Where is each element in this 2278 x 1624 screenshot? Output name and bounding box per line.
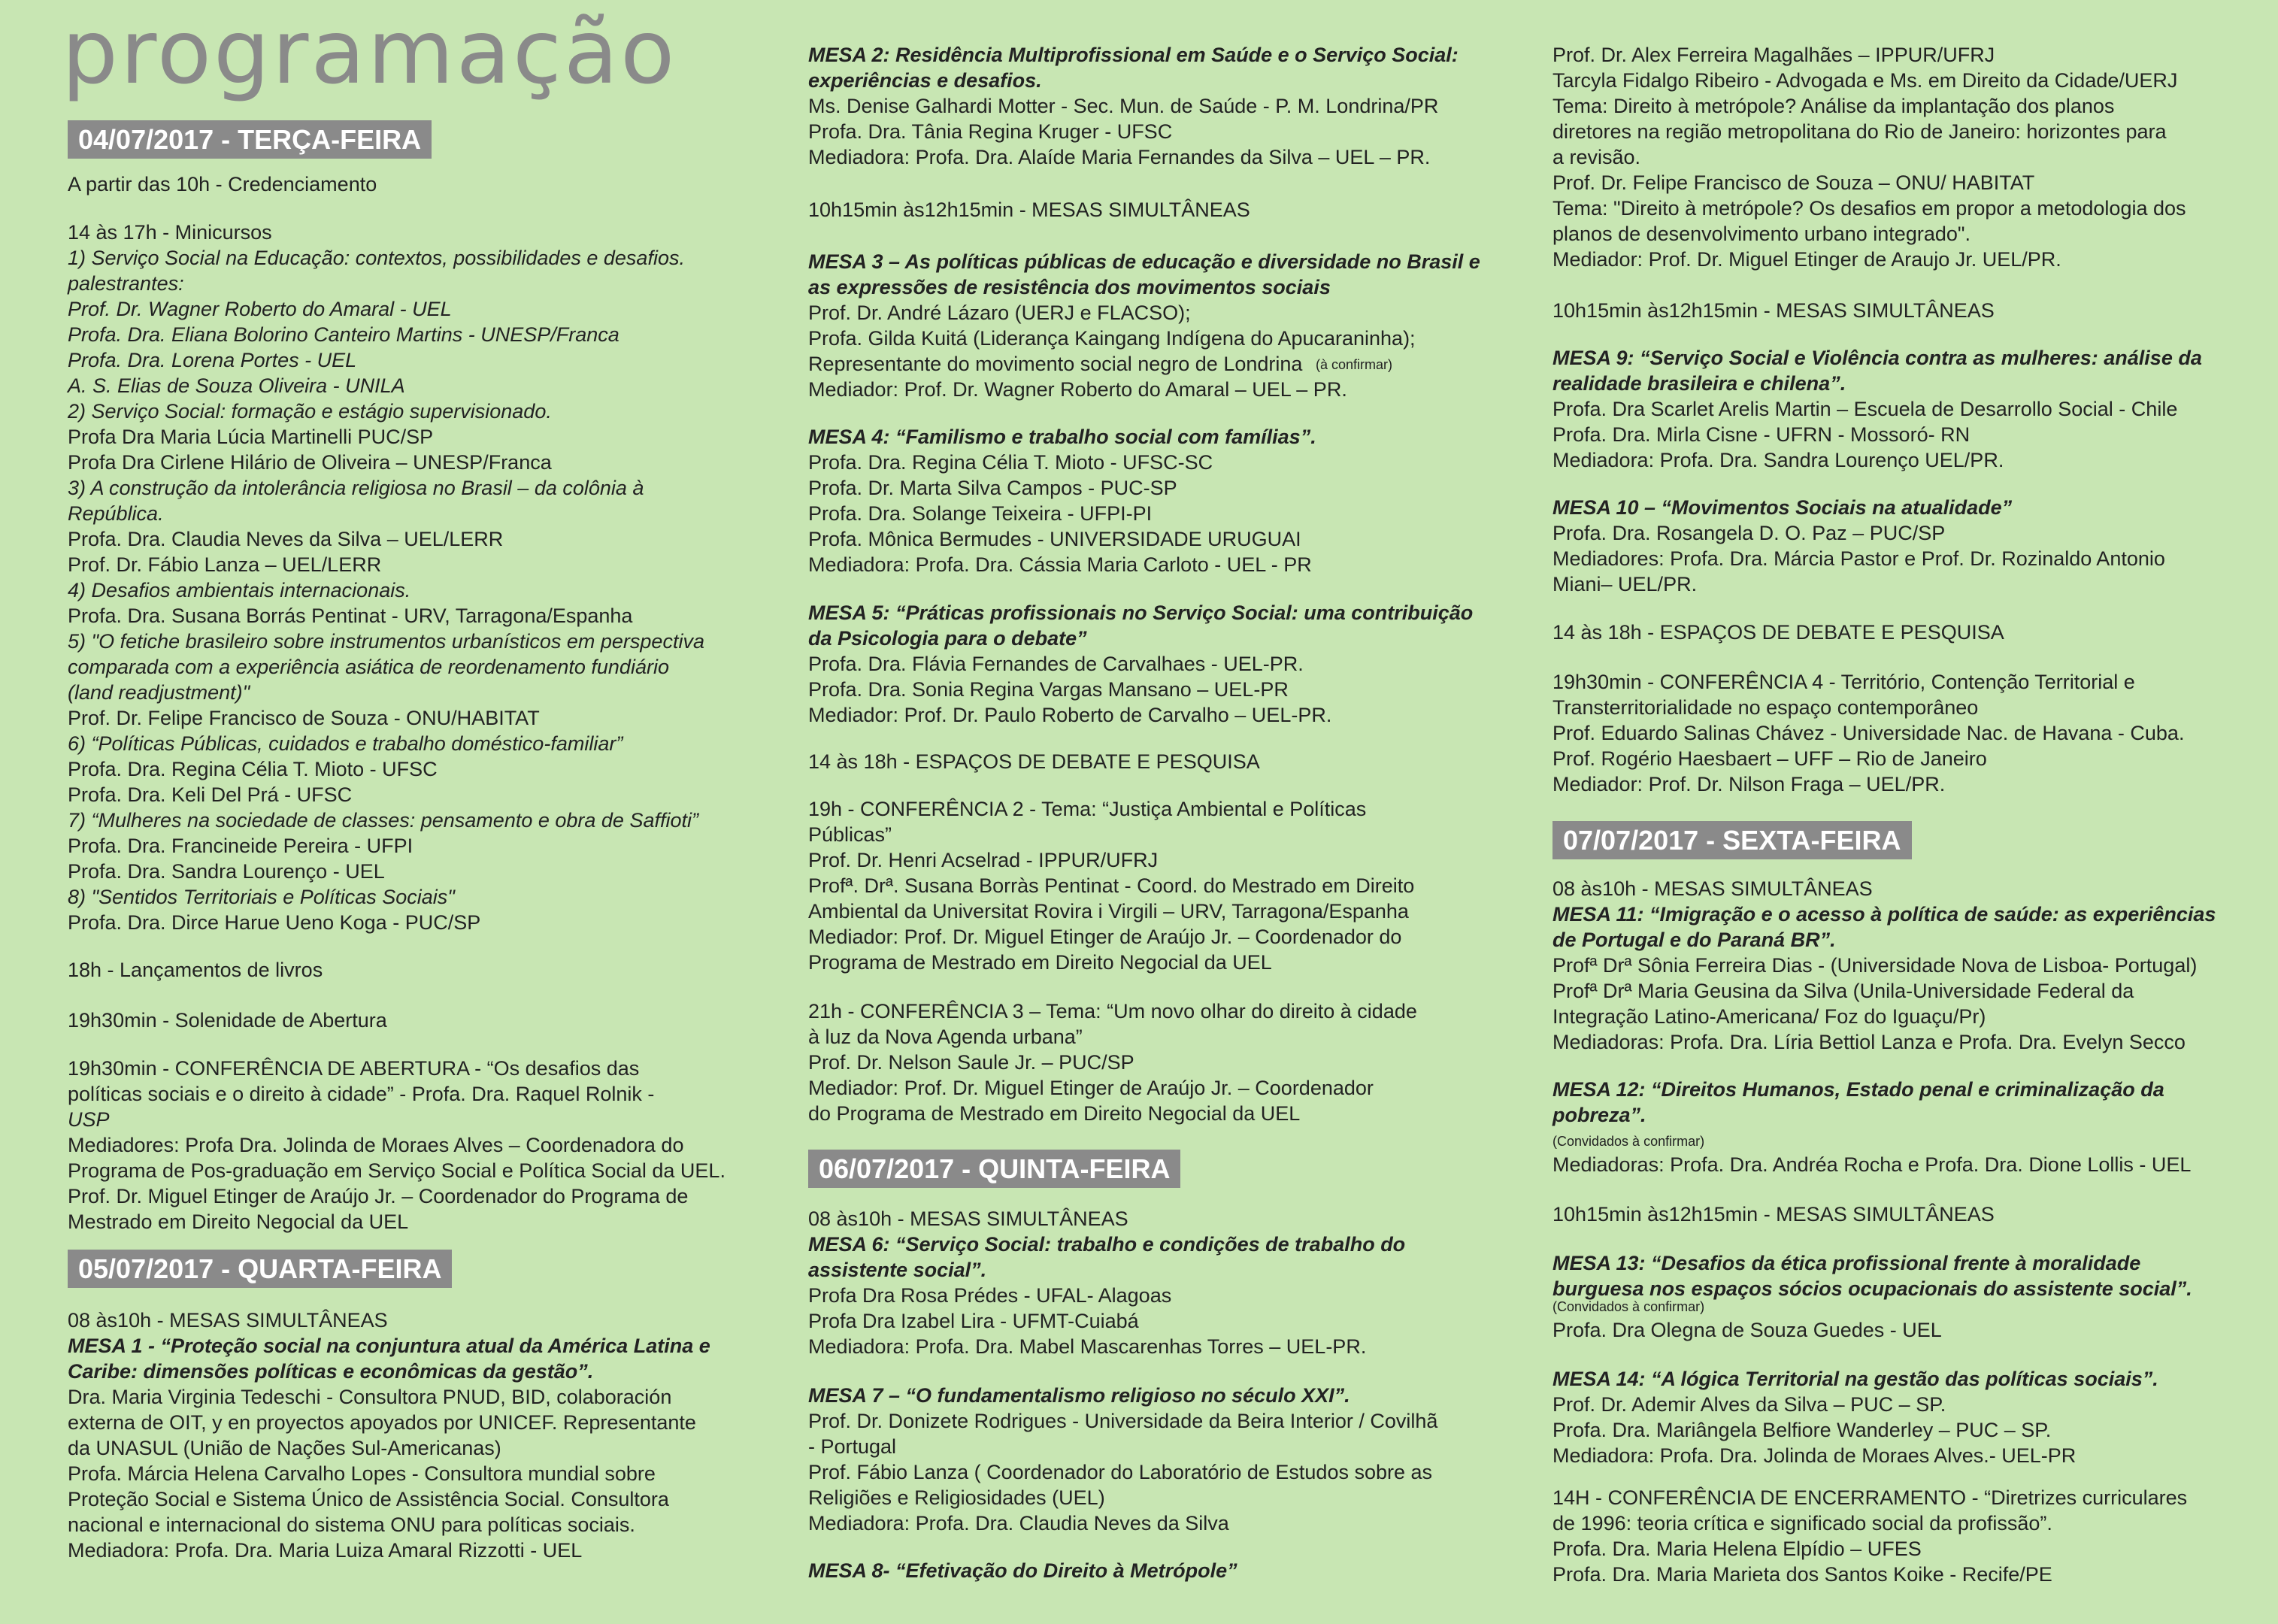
text-line: Mediadora: Profa. Dra. Mabel Mascarenhas Torres – UEL-PR. — [808, 1335, 1367, 1358]
text-line: Mediadoras: Profa. Dra. Líria Bettiol Lanza e Profa. Dra. Evelyn Secco — [1552, 1031, 2186, 1053]
text-line: Mediadora: Profa. Dra. Claudia Neves da Silva — [808, 1512, 1229, 1535]
text-line: MESA 12: “Direitos Humanos, Estado penal e criminalização da — [1552, 1078, 2164, 1101]
text-line: Prof. Dr. Donizete Rodrigues - Universidade da Beira Interior / Covilhã — [808, 1410, 1438, 1432]
mesa-6-block — [808, 1206, 1500, 1359]
text-line: assistente social”. — [808, 1259, 987, 1281]
text-line: USP — [68, 1108, 110, 1131]
text-line: Profa. Dra. Sonia Regina Vargas Mansano – UEL-PR — [808, 678, 1289, 701]
text-line: Prof. Dr. Fábio Lanza – UEL/LERR — [68, 553, 382, 576]
text-line: Tema: "Direito à metrópole? Os desafios em propor a metodologia dos — [1552, 197, 2186, 220]
text-line: Profa. Dra. Tânia Regina Kruger - UFSC — [808, 120, 1173, 143]
column-2 — [808, 0, 1500, 1624]
text-line: Profa. Dra. Claudia Neves da Silva – UEL/LERR — [68, 528, 504, 550]
text-line: 2) Serviço Social: formação e estágio supervisionado. — [68, 400, 552, 423]
text-line: Mediadora: Profa. Dra. Sandra Lourenço UEL/PR. — [1552, 449, 2004, 471]
text-line: 19h30min - CONFERÊNCIA 4 - Território, Contenção Territorial e — [1552, 671, 2135, 693]
opening-conference-block — [68, 1056, 744, 1235]
text-line: MESA 6: “Serviço Social: trabalho e condições de trabalho do — [808, 1233, 1406, 1256]
text-line: do Programa de Mestrado em Direito Negocial da UEL — [808, 1102, 1301, 1125]
text-line: Profa. Dra. Lorena Portes - UEL — [68, 349, 357, 371]
mesa-2-block — [808, 42, 1500, 170]
text-line: Prof. Dr. Henri Acselrad - IPPUR/UFRJ — [808, 849, 1159, 871]
simultaneous-tables-block-3 — [1552, 1201, 2229, 1227]
text-line: experiências e desafios. — [808, 69, 1042, 92]
closing-conference-block — [1552, 1485, 2229, 1587]
text-line: 08 às10h - MESAS SIMULTÂNEAS — [68, 1309, 388, 1332]
text-line: Prof. Rogério Haesbaert – UFF – Rio de Janeiro — [1552, 747, 1987, 770]
text-line: 7) “Mulheres na sociedade de classes: pensamento e obra de Saffioti” — [68, 809, 698, 832]
text-line: Profa. Mônica Bermudes - UNIVERSIDADE URUGUAI — [808, 528, 1301, 550]
text-line: MESA 3 – As políticas públicas de educação e diversidade no Brasil e — [808, 250, 1480, 273]
text-line: República. — [68, 502, 164, 525]
mesa-5-block — [808, 600, 1500, 728]
text-line: Mediadora: Profa. Dra. Jolinda de Moraes Alves.- UEL-PR — [1552, 1444, 2077, 1467]
text-line: Ms. Denise Galhardi Motter - Sec. Mun. de Saúde - P. M. Londrina/PR — [808, 95, 1439, 117]
text-line: Profa. Dra. Rosangela D. O. Paz – PUC/SP — [1552, 522, 1946, 544]
text-line: políticas sociais e o direito à cidade” - Profa. Dra. Raquel Rolnik - — [68, 1083, 655, 1105]
text-line: comparada com a experiência asiática de reordenamento fundiário — [68, 656, 669, 678]
text-line: A. S. Elias de Souza Oliveira - UNILA — [68, 374, 405, 397]
conference-4-block — [1552, 669, 2229, 797]
text-line: Mediadora: Profa. Dra. Cássia Maria Carloto - UEL - PR — [808, 553, 1312, 576]
text-line: Miani– UEL/PR. — [1552, 573, 1698, 595]
mesa-14-block — [1552, 1366, 2229, 1468]
text-line: Prof. Dr. Felipe Francisco de Souza – ONU/ HABITAT — [1552, 171, 2035, 194]
text-line: Mediador: Prof. Dr. Paulo Roberto de Carvalho – UEL-PR. — [808, 704, 1332, 726]
text-line: MESA 5: “Práticas profissionais no Serviço Social: uma contribuição — [808, 601, 1474, 624]
text-line: MESA 8- “Efetivação do Direito à Metrópole” — [808, 1559, 1237, 1582]
text-line: realidade brasileira e chilena”. — [1552, 372, 1846, 395]
text-line: Programa de Mestrado em Direito Negocial da UEL — [808, 951, 1272, 974]
text-line: Profa. Dra. Keli Del Prá - UFSC — [68, 783, 353, 806]
text-line: pobreza”. — [1552, 1104, 1646, 1126]
text-line: Proteção Social e Sistema Único de Assistência Social. Consultora — [68, 1488, 669, 1510]
text-line: 10h15min às12h15min - MESAS SIMULTÂNEAS — [808, 198, 1250, 221]
text-line: MESA 14: “A lógica Territorial na gestão das políticas sociais”. — [1552, 1368, 2158, 1390]
text-line: 08 às10h - MESAS SIMULTÂNEAS — [808, 1207, 1128, 1230]
text-line: 18h - Lançamentos de livros — [68, 959, 323, 981]
text-line: 14 às 18h - ESPAÇOS DE DEBATE E PESQUISA — [808, 750, 1260, 773]
text-line: MESA 4: “Familismo e trabalho social com famílias”. — [808, 426, 1316, 448]
day-header-friday: 07/07/2017 - SEXTA-FEIRA — [1552, 821, 1912, 859]
text-line: da UNASUL (União de Nações Sul-Americanas) — [68, 1437, 501, 1459]
text-line: Profa. Dra. Sandra Lourenço - UEL — [68, 860, 385, 883]
text-line: as expressões de resistência dos movimentos sociais — [808, 276, 1331, 298]
text-line: Tarcyla Fidalgo Ribeiro - Advogada e Ms. em Direito da Cidade/UERJ — [1552, 69, 2178, 92]
text-line: Profa. Dra. Regina Célia T. Mioto - UFSC-SC — [808, 451, 1213, 474]
text-line: da Psicologia para o debate” — [808, 627, 1087, 650]
mesa-8-continued-block — [1552, 42, 2229, 272]
text-line: palestrantes: — [68, 272, 184, 295]
mesa-3-block — [808, 249, 1500, 402]
text-line: Profa. Dra. Mirla Cisne - UFRN - Mossoró- RN — [1552, 423, 1971, 446]
minicourses-block — [68, 220, 744, 935]
mesa-8-block — [808, 1558, 1500, 1583]
column-1 — [68, 0, 744, 1624]
simultaneous-tables-block — [808, 197, 1500, 223]
text-line: Profa. Dr. Marta Silva Campos - PUC-SP — [808, 477, 1177, 499]
text-line: Prof. Dr. André Lázaro (UERJ e FLACSO); — [808, 301, 1191, 324]
text-line: 21h - CONFERÊNCIA 3 – Tema: “Um novo olhar do direito à cidade — [808, 1000, 1417, 1023]
text-line: Mediadoras: Profa. Dra. Andréa Rocha e Profa. Dra. Dione Lollis - UEL — [1552, 1153, 2192, 1176]
text-line: Ambiental da Universitat Rovira i Virgili – URV, Tarragona/Espanha — [808, 900, 1409, 923]
confirm-note: (à confirmar) — [1316, 357, 1393, 372]
mesa-10-block — [1552, 495, 2229, 597]
text-line: 19h30min - CONFERÊNCIA DE ABERTURA - “Os desafios das — [68, 1057, 640, 1080]
text-line: Prof. Dr. Nelson Saule Jr. – PUC/SP — [808, 1051, 1134, 1074]
mesa-4-block — [808, 424, 1500, 577]
text-line: Profa. Dra. Flávia Fernandes de Carvalhaes - UEL-PR. — [808, 653, 1304, 675]
text-line: (land readjustment)" — [68, 681, 250, 704]
mesa-9-block — [1552, 345, 2229, 473]
invited-confirm-note-1: (Convidados à confirmar) — [1552, 1134, 1705, 1149]
conference-3-block — [808, 998, 1500, 1126]
day-header-thursday: 06/07/2017 - QUINTA-FEIRA — [808, 1150, 1180, 1188]
text-line: diretores na região metropolitana do Rio de Janeiro: horizontes para — [1552, 120, 2167, 143]
text-line: planos de desenvolvimento urbano integrado". — [1552, 223, 1971, 245]
text-line: Públicas” — [808, 823, 892, 846]
text-line: 19h - CONFERÊNCIA 2 - Tema: “Justiça Ambiental e Políticas — [808, 798, 1367, 820]
text-line: 1) Serviço Social na Educação: contextos, possibilidades e desafios. — [68, 247, 685, 269]
text-line: Profª Drª Maria Geusina da Silva (Unila-Universidade Federal da — [1552, 980, 2134, 1002]
text-line: MESA 11: “Imigração e o acesso à política de saúde: as experiências — [1552, 903, 2216, 926]
mesa-7-block — [808, 1383, 1500, 1536]
simultaneous-tables-block-2 — [1552, 298, 2229, 323]
text-line: Profª Drª Sônia Ferreira Dias - (Universidade Nova de Lisboa- Portugal) — [1552, 954, 2198, 977]
text-line: Dra. Maria Virginia Tedeschi - Consultora PNUD, BID, colaboración — [68, 1386, 672, 1408]
text-line: Integração Latino-Americana/ Foz do Iguaçu/Pr) — [1552, 1005, 1986, 1028]
page-title: programação — [62, 0, 677, 104]
debate-spaces-block — [808, 749, 1500, 774]
text-line: Mediador: Prof. Dr. Nilson Fraga – UEL/PR. — [1552, 773, 1946, 795]
text-line: 10h15min às12h15min - MESAS SIMULTÂNEAS — [1552, 1203, 1995, 1226]
text-line: Profa. Dra. Mariângela Belfiore Wanderley – PUC – SP. — [1552, 1419, 2052, 1441]
invited-confirm-note-2: (Convidados à confirmar) — [1552, 1299, 1705, 1314]
text-line: Prof. Fábio Lanza ( Coordenador do Laboratório de Estudos sobre as — [808, 1461, 1433, 1483]
text-line: Mediador: Prof. Dr. Miguel Etinger de Araujo Jr. UEL/PR. — [1552, 248, 2061, 271]
book-launch-block — [68, 957, 744, 983]
day-header-tuesday: 04/07/2017 - TERÇA-FEIRA — [68, 120, 432, 159]
text-line: Mediadora: Profa. Dra. Alaíde Maria Fernandes da Silva – UEL – PR. — [808, 146, 1431, 168]
text-line: 14 às 17h - Minicursos — [68, 221, 272, 244]
mesa-12-mediators — [1552, 1152, 2229, 1177]
text-line: MESA 2: Residência Multiprofissional em Saúde e o Serviço Social: — [808, 44, 1459, 66]
text-line: 6) “Políticas Públicas, cuidados e trabalho doméstico-familiar” — [68, 732, 623, 755]
text-line: de 1996: teoria crítica e significado social da profissão”. — [1552, 1512, 2052, 1535]
text-line: 08 às10h - MESAS SIMULTÂNEAS — [1552, 877, 1873, 900]
text-line: Profa. Dra. Maria Marieta dos Santos Koike - Recife/PE — [1552, 1563, 2052, 1586]
text-line: a revisão. — [1552, 146, 1641, 168]
text-line: burguesa nos espaços sócios ocupacionais do assistente social”. — [1552, 1277, 2192, 1300]
text-line: Religiões e Religiosidades (UEL) — [808, 1486, 1105, 1509]
text-line: Profa. Dra. Maria Helena Elpídio – UFES — [1552, 1538, 1922, 1560]
text-line: Mestrado em Direito Negocial da UEL — [68, 1210, 409, 1233]
text-line: Profa Dra Cirlene Hilário de Oliveira – UNESP/Franca — [68, 451, 552, 474]
text-line: Profa. Dra Olegna de Souza Guedes - UEL — [1552, 1319, 1942, 1341]
text-line: MESA 13: “Desafios da ética profissional frente à moralidade — [1552, 1252, 2141, 1274]
text-line: Prof. Dr. Miguel Etinger de Araújo Jr. – Coordenador do Programa de — [68, 1185, 689, 1207]
text-line: Prof. Eduardo Salinas Chávez - Universidade Nac. de Havana - Cuba. — [1552, 722, 2185, 744]
text-line: de Portugal e do Paraná BR”. — [1552, 929, 1836, 951]
text-line: MESA 7 – “O fundamentalismo religioso no século XXI”. — [808, 1384, 1350, 1407]
text-line: Profa. Dra. Eliana Bolorino Canteiro Martins - UNESP/Franca — [68, 323, 619, 346]
mesa-13-speaker — [1552, 1317, 2229, 1343]
text-line: Profa. Dra. Regina Célia T. Mioto - UFSC — [68, 758, 438, 780]
text-line: 5) "O fetiche brasileiro sobre instrumentos urbanísticos em perspectiva — [68, 630, 704, 653]
text-line: Programa de Pos-graduação em Serviço Social e Política Social da UEL. — [68, 1159, 726, 1182]
text-line: Mediador: Prof. Dr. Miguel Etinger de Araújo Jr. – Coordenador do — [808, 926, 1402, 948]
text-line: MESA 10 – “Movimentos Sociais na atualidade” — [1552, 496, 2013, 519]
text-line: Mediadora: Profa. Dra. Maria Luiza Amaral Rizzotti - UEL — [68, 1539, 583, 1562]
text-line: 10h15min às12h15min - MESAS SIMULTÂNEAS — [1552, 299, 1995, 322]
text-line: 8) "Sentidos Territoriais e Políticas Sociais" — [68, 886, 455, 908]
debate-spaces-block-2 — [1552, 620, 2229, 645]
mesa-1-block — [68, 1307, 744, 1563]
text-line: Profa. Dra. Solange Teixeira - UFPI-PI — [808, 502, 1153, 525]
mesa-13-block — [1552, 1250, 2229, 1301]
day-header-wednesday: 05/07/2017 - QUARTA-FEIRA — [68, 1250, 452, 1288]
text-line: 4) Desafios ambientais internacionais. — [68, 579, 411, 601]
opening-ceremony-block — [68, 1007, 744, 1033]
mesa-11-block — [1552, 876, 2229, 1055]
text-line: Profa. Dra. Susana Borrás Pentinat - URV, Tarragona/Espanha — [68, 604, 633, 627]
text-line: Profa Dra Rosa Prédes - UFAL- Alagoas — [808, 1284, 1172, 1307]
text-line: MESA 1 - “Proteção social na conjuntura atual da América Latina e — [68, 1335, 710, 1357]
text-line: externa de OIT, y en proyectos apoyados por UNICEF. Representante — [68, 1411, 696, 1434]
text-line: MESA 9: “Serviço Social e Violência contra as mulheres: análise da — [1552, 347, 2202, 369]
text-line: Profª. Drª. Susana Borràs Pentinat - Coord. do Mestrado em Direito — [808, 874, 1415, 897]
mesa-12-block — [1552, 1077, 2229, 1128]
text-line: Prof. Dr. Felipe Francisco de Souza - ONU/HABITAT — [68, 707, 540, 729]
text-line: nacional e internacional do sistema ONU para políticas sociais. — [68, 1513, 635, 1536]
text-line: Profa. Márcia Helena Carvalho Lopes - Consultora mundial sobre — [68, 1462, 656, 1485]
text-line: - Portugal — [808, 1435, 897, 1458]
conference-2-block — [808, 796, 1500, 975]
text-line: Mediadores: Profa Dra. Jolinda de Moraes Alves – Coordenadora do — [68, 1134, 684, 1156]
text-line: 14 às 18h - ESPAÇOS DE DEBATE E PESQUISA — [1552, 621, 2004, 644]
text-line: Representante do movimento social negro de Londrina — [808, 353, 1303, 375]
text-line: à luz da Nova Agenda urbana” — [808, 1026, 1083, 1048]
text-line: Mediador: Prof. Dr. Miguel Etinger de Araújo Jr. – Coordenador — [808, 1077, 1374, 1099]
text-line: Prof. Dr. Alex Ferreira Magalhães – IPPUR/UFRJ — [1552, 44, 1995, 66]
text-line: A partir das 10h - Credenciamento — [68, 173, 377, 195]
credentials-block — [68, 171, 744, 197]
text-line: Profa Dra Izabel Lira - UFMT-Cuiabá — [808, 1310, 1139, 1332]
text-line: Mediadores: Profa. Dra. Márcia Pastor e Prof. Dr. Rozinaldo Antonio — [1552, 547, 2165, 570]
text-line: Caribe: dimensões políticas e econômicas da gestão”. — [68, 1360, 594, 1383]
text-line: Transterritorialidade no espaço contemporâneo — [1552, 696, 1979, 719]
text-line: 3) A construção da intolerância religiosa no Brasil – da colônia à — [68, 477, 644, 499]
text-line: Tema: Direito à metrópole? Análise da implantação dos planos — [1552, 95, 2115, 117]
text-line: Profa Dra Maria Lúcia Martinelli PUC/SP — [68, 426, 434, 448]
text-line: Profa. Dra. Francineide Pereira - UFPI — [68, 835, 413, 857]
text-line: Profa. Dra Scarlet Arelis Martin – Escuela de Desarrollo Social - Chile — [1552, 398, 2178, 420]
text-line: Profa. Gilda Kuitá (Liderança Kaingang Indígena do Apucaraninha); — [808, 327, 1416, 350]
text-line: Prof. Dr. Wagner Roberto do Amaral - UEL — [68, 298, 452, 320]
text-line: Mediador: Prof. Dr. Wagner Roberto do Amaral – UEL – PR. — [808, 378, 1347, 401]
text-line: Profa. Dra. Dirce Harue Ueno Koga - PUC/SP — [68, 911, 481, 934]
text-line: 14H - CONFERÊNCIA DE ENCERRAMENTO - “Diretrizes curriculares — [1552, 1486, 2188, 1509]
text-line: 19h30min - Solenidade de Abertura — [68, 1009, 387, 1032]
text-line: Prof. Dr. Ademir Alves da Silva – PUC – SP. — [1552, 1393, 1946, 1416]
column-3 — [1552, 0, 2229, 1624]
